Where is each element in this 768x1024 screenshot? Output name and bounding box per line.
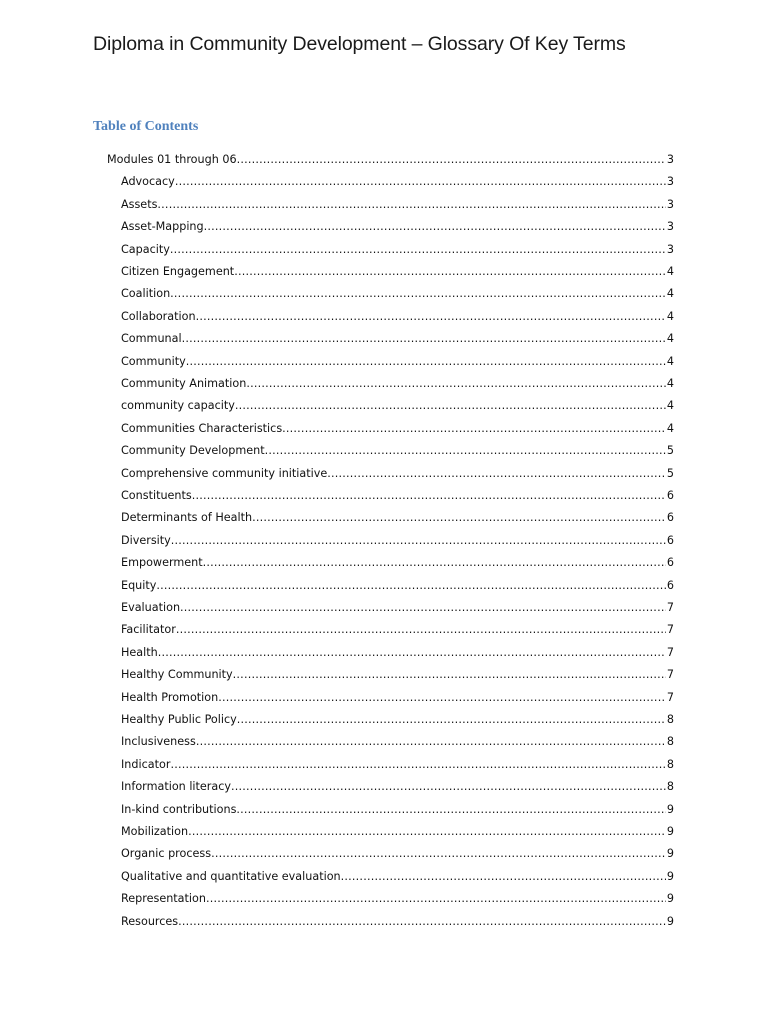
toc-dot-leader [192, 485, 666, 507]
toc-entry[interactable] [121, 709, 674, 731]
toc-dot-leader [231, 776, 666, 798]
toc-dot-leader [196, 306, 666, 328]
toc-entry[interactable] [121, 351, 674, 373]
toc-entry-title: In-kind contributions [121, 802, 237, 816]
toc-dot-leader [204, 216, 666, 238]
toc-entry[interactable] [121, 552, 674, 574]
toc-dot-leader [265, 440, 666, 462]
toc-dot-leader [182, 328, 666, 350]
toc-dot-leader [180, 597, 666, 619]
toc-entry-title: Health Promotion [121, 690, 219, 704]
toc-entry[interactable] [121, 373, 674, 395]
toc-dot-leader [234, 261, 666, 283]
toc-entry[interactable] [121, 888, 674, 910]
toc-dot-leader [252, 507, 666, 529]
toc-entry-title: Equity [121, 578, 157, 592]
toc-dot-leader [170, 754, 665, 776]
toc-entry-title: Inclusiveness [121, 735, 196, 749]
toc-entry-title: Mobilization [121, 825, 189, 838]
toc-entry-page-number: 4 [666, 332, 674, 346]
toc-entry[interactable] [121, 530, 674, 552]
toc-entry[interactable] [121, 485, 674, 507]
toc-entry-title: Constituents [121, 489, 192, 502]
toc-entry-title: Assets [121, 197, 158, 211]
toc-entry-title: Citizen Engagement [121, 265, 235, 278]
toc-entry[interactable] [121, 687, 674, 709]
toc-dot-leader [246, 373, 666, 395]
toc-entry-page-number: 3 [666, 220, 674, 234]
toc-entry-page-number: 9 [666, 847, 674, 861]
toc-entry-page-number: 5 [666, 466, 674, 480]
toc-dot-leader [211, 843, 666, 865]
toc-entry-page-number: 4 [666, 265, 674, 278]
toc-entry-page-number: 8 [666, 757, 674, 771]
toc-entry-title: Healthy Public Policy [121, 713, 237, 726]
toc-entry-page-number: 7 [666, 623, 674, 637]
toc-entry-page-number: 3 [666, 175, 674, 189]
toc-entry-title: Modules 01 through 06 [107, 153, 237, 166]
toc-entry-title: Empowerment [121, 556, 203, 570]
toc-entry-page-number: 3 [666, 197, 674, 211]
toc-entry[interactable] [121, 911, 674, 933]
toc-entry[interactable] [121, 642, 674, 664]
toc-entry[interactable] [121, 619, 674, 641]
toc-entry-title: Diversity [121, 533, 171, 547]
toc-entry-page-number: 3 [666, 242, 674, 256]
toc-dot-leader [171, 530, 666, 552]
toc-dot-leader [218, 687, 666, 709]
toc-entry-title: Resources [121, 914, 179, 928]
toc-entry-title: Facilitator [121, 623, 176, 637]
toc-entry[interactable] [121, 507, 674, 529]
toc-entry-page-number: 7 [666, 645, 674, 659]
toc-entry[interactable] [121, 306, 674, 328]
toc-entry-title: Determinants of Health [121, 511, 253, 525]
toc-entry-page-number: 8 [666, 735, 674, 749]
toc-dot-leader [186, 351, 666, 373]
toc-dot-leader [341, 866, 666, 888]
toc-entry-page-number: 4 [666, 354, 674, 368]
toc-dot-leader [282, 418, 666, 440]
toc-dot-leader [170, 239, 666, 261]
toc-entry-title: Asset-Mapping [121, 220, 204, 234]
toc-dot-leader [237, 709, 666, 731]
toc-entry-title: Capacity [121, 242, 170, 256]
toc-entry[interactable] [121, 463, 674, 485]
toc-dot-leader [235, 395, 666, 417]
toc-dot-leader [158, 642, 666, 664]
toc-entry-page-number: 7 [666, 601, 674, 614]
toc-entry-page-number: 7 [666, 668, 674, 682]
toc-dot-leader [203, 552, 666, 574]
toc-entry[interactable] [121, 328, 674, 350]
toc-entry-page-number: 7 [666, 690, 674, 704]
toc-entry[interactable] [121, 776, 674, 798]
toc-entry-page-number: 9 [666, 914, 674, 928]
toc-dot-leader [327, 463, 666, 485]
toc-entry-title: Advocacy [121, 175, 175, 189]
toc-entry[interactable] [121, 171, 674, 193]
toc-entry-page-number: 9 [666, 825, 674, 838]
toc-dot-leader [236, 799, 665, 821]
toc-entry[interactable] [121, 597, 674, 619]
toc-entry-title: Communities Characteristics [121, 421, 283, 435]
toc-entry-page-number: 4 [666, 399, 674, 413]
toc-entry-title: Coalition [121, 287, 171, 301]
toc-dot-leader [178, 911, 666, 933]
toc-dot-leader [175, 171, 666, 193]
toc-entry-page-number: 4 [666, 287, 674, 301]
toc-dot-leader [157, 194, 665, 216]
toc-entry-title: Community Animation [121, 377, 247, 390]
toc-entry-page-number: 4 [666, 377, 674, 390]
toc-entry[interactable] [121, 731, 674, 753]
toc-entry-title: Healthy Community [121, 668, 233, 682]
toc-entry-page-number: 6 [666, 578, 674, 592]
toc-entry-page-number: 3 [666, 153, 674, 166]
toc-entry[interactable] [121, 440, 674, 462]
document-header: Diploma in Community Development – Glossary Of Key Terms [93, 33, 626, 55]
toc-entry-title: Health [121, 645, 158, 659]
toc-dot-leader [176, 619, 666, 641]
toc-entry-title: Organic process [121, 847, 212, 861]
toc-entry-page-number: 6 [666, 533, 674, 547]
toc-entry-page-number: 9 [666, 892, 674, 906]
toc-entry-page-number: 6 [666, 556, 674, 570]
toc-entry[interactable] [121, 866, 674, 888]
toc-entry-title: Information literacy [121, 780, 232, 794]
toc-dot-leader [196, 731, 666, 753]
toc-entry[interactable] [121, 261, 674, 283]
toc-entry-page-number: 4 [666, 309, 674, 323]
toc-entry[interactable] [121, 283, 674, 305]
toc-dot-leader [156, 575, 665, 597]
toc-entry[interactable] [121, 418, 674, 440]
toc-entry[interactable] [121, 799, 674, 821]
toc-entry-page-number: 5 [666, 444, 674, 458]
toc-entry-title: Communal [121, 332, 182, 346]
toc-entry[interactable] [121, 239, 674, 261]
toc-dot-leader [233, 664, 666, 686]
toc-dot-leader [237, 149, 666, 171]
toc-entry[interactable] [121, 395, 674, 417]
toc-entry[interactable] [121, 664, 674, 686]
toc-entry-title: Qualitative and quantitative evaluation [121, 869, 341, 883]
toc-dot-leader [188, 821, 666, 843]
toc-entry-title: Evaluation [121, 601, 181, 614]
toc-entry-page-number: 9 [666, 869, 674, 883]
toc-entry[interactable] [121, 575, 674, 597]
toc-entry-page-number: 8 [666, 780, 674, 794]
toc-heading: Table of Contents [93, 119, 199, 134]
toc-entry[interactable] [121, 843, 674, 865]
toc-entry-title: community capacity [121, 399, 235, 413]
toc-entry-title: Indicator [121, 757, 171, 771]
toc-entry[interactable] [121, 821, 674, 843]
toc-dot-leader [206, 888, 666, 910]
toc-entry-page-number: 4 [666, 421, 674, 435]
toc-entry-title: Community [121, 354, 186, 368]
toc-entry[interactable] [107, 149, 674, 171]
toc-entry-page-number: 6 [666, 489, 674, 502]
toc-entry[interactable] [121, 754, 674, 776]
toc-entry-title: Comprehensive community initiative [121, 466, 328, 480]
toc-entry-page-number: 6 [666, 511, 674, 525]
toc-entry-page-number: 8 [666, 713, 674, 726]
toc-entry-title: Representation [121, 892, 206, 906]
toc-dot-leader [170, 283, 666, 305]
toc-entry-page-number: 9 [666, 802, 674, 816]
toc-entry-title: Community Development [121, 444, 265, 458]
toc-entry-title: Collaboration [121, 309, 196, 323]
toc-entry[interactable] [121, 194, 674, 216]
toc-entry[interactable] [121, 216, 674, 238]
